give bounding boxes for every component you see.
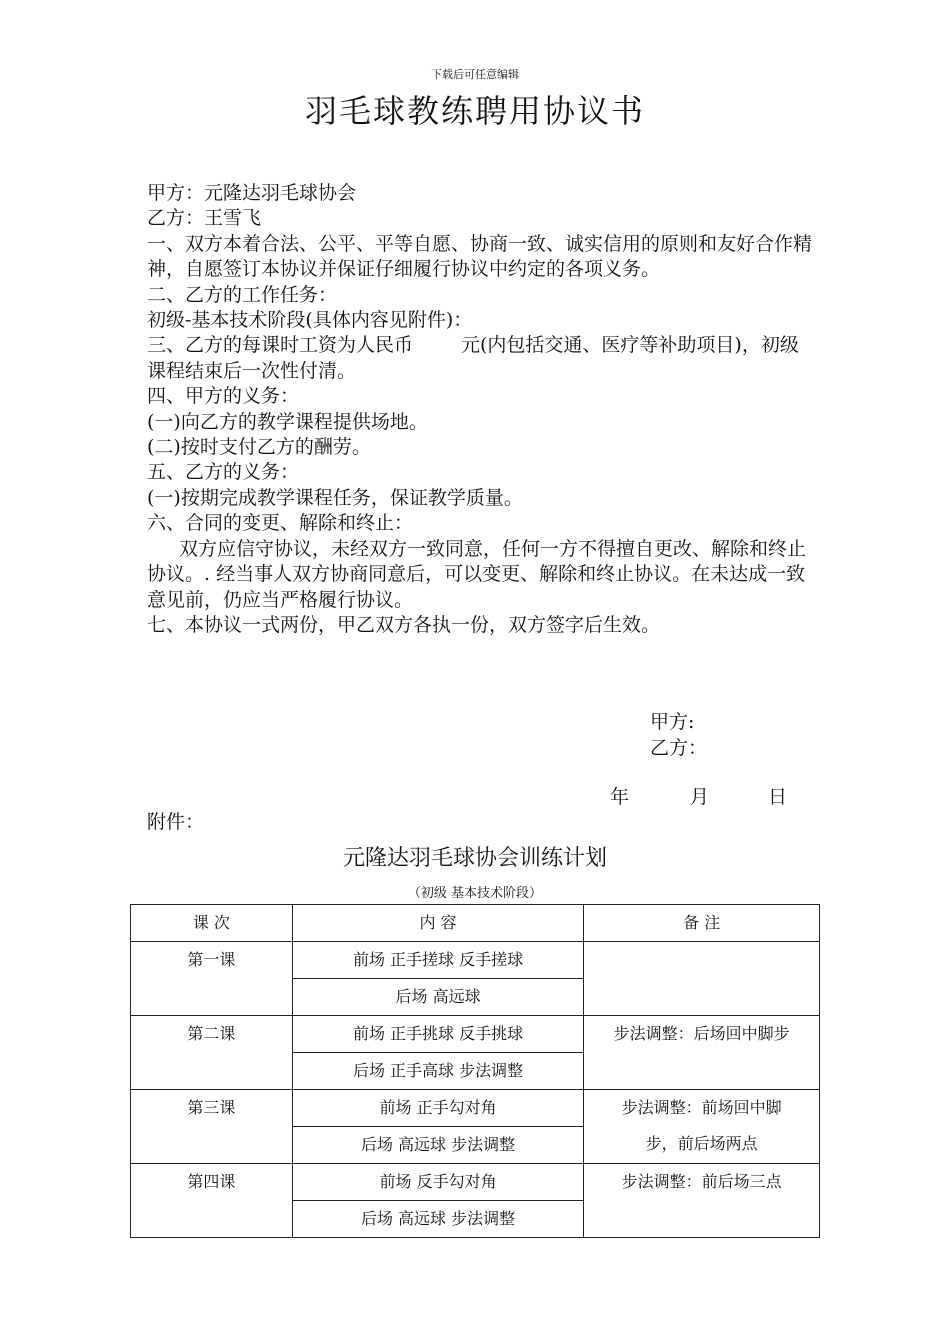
- party-a-line: 甲方：元隆达羽毛球协会: [147, 182, 357, 204]
- agreement-body: [147, 181, 817, 638]
- signature-party-a: 甲方:: [650, 711, 695, 733]
- header-note: 备 注: [584, 905, 820, 942]
- plan-subtitle: （初级 基本技术阶段）: [407, 886, 543, 901]
- clause-4-item-2: (二)按时支付乙方的酬劳。: [147, 436, 371, 459]
- header-lesson: 课 次: [131, 905, 293, 942]
- lesson-note: 步法调整：前后场三点: [584, 1164, 820, 1238]
- lesson-content: 后场 高远球: [292, 979, 584, 1016]
- table-header-row: [131, 905, 820, 942]
- clause-7: 七、本协议一式两份，甲乙双方各执一份，双方签字后生效。: [147, 613, 661, 636]
- lesson-note: [584, 942, 820, 1016]
- party-b-line: 乙方：王雪飞: [147, 207, 262, 230]
- clause-1: 一、双方本着合法、公平、平等自愿、协商一致、诚实信用的原则和友好合作精神，自愿签订本协议并保证仔细履行协议中约定的各项义务。: [147, 232, 813, 281]
- clause-3-part1: 三、乙方的每课时工资为人民币: [147, 334, 414, 357]
- lesson-content: 前场 正手勾对角: [292, 1090, 584, 1127]
- plan-title: 元隆达羽毛球协会训练计划: [342, 846, 607, 871]
- header-content: 内 容: [292, 905, 584, 942]
- lesson-note: [584, 1090, 820, 1164]
- lesson-note-line: 步，前后场两点: [645, 1134, 758, 1153]
- clause-3: [147, 333, 817, 384]
- lesson-name: 第三课: [131, 1090, 293, 1164]
- clause-2-item: 初级-基本技术阶段(具体内容见附件)：: [147, 309, 473, 332]
- table-row: [131, 1016, 820, 1053]
- signature-party-b: 乙方：: [650, 737, 708, 759]
- date-month: 月: [690, 786, 710, 808]
- lesson-name: 第一课: [131, 942, 293, 1016]
- clause-4-title: 四、甲方的义务：: [147, 385, 300, 408]
- date-day: 日: [768, 786, 788, 808]
- clause-6-body: 双方应信守协议，未经双方一致同意，任何一方不得擅自更改、解除和终止协议。. 经当事人双方协商同意后，可以变更、解除和终止协议。在未达成一致意见前，仍应当严格履行协议。: [147, 537, 807, 611]
- header-note: 下载后可任意编辑: [431, 68, 519, 81]
- document-title: 羽毛球教练聘用协议书: [304, 92, 645, 130]
- clause-5-title: 五、乙方的义务：: [147, 461, 300, 484]
- date-year: 年: [610, 786, 630, 808]
- attachment-label: 附件：: [147, 811, 205, 833]
- lesson-content: 前场 反手勾对角: [292, 1164, 584, 1201]
- lesson-content: 前场 正手搓球 反手搓球: [292, 942, 584, 979]
- clause-5-item-1: (一)按期完成教学课程任务，保证教学质量。: [147, 486, 523, 509]
- date-line: [610, 782, 787, 809]
- lesson-content: 后场 正手高球 步法调整: [292, 1053, 584, 1090]
- clause-2-title: 二、乙方的工作任务：: [147, 283, 338, 306]
- lesson-note: 步法调整：后场回中脚步: [584, 1016, 820, 1090]
- lesson-content: 前场 正手挑球 反手挑球: [292, 1016, 584, 1053]
- clause-6-title: 六、合同的变更、解除和终止：: [147, 512, 414, 535]
- table-row: [131, 1164, 820, 1201]
- lesson-content: 后场 高远球 步法调整: [292, 1127, 584, 1164]
- table-row: [131, 942, 820, 979]
- lesson-name: 第二课: [131, 1016, 293, 1090]
- training-plan-table: [130, 904, 820, 1238]
- lesson-content: 后场 高远球 步法调整: [292, 1201, 584, 1238]
- table-row: [131, 1090, 820, 1127]
- lesson-note-line: 步法调整：前场回中脚: [621, 1098, 782, 1117]
- lesson-name: 第四课: [131, 1164, 293, 1238]
- clause-4-item-1: (一)向乙方的教学课程提供场地。: [147, 410, 428, 433]
- clause-3-part2: 元(内包括交通、医疗等补助项目)，初级课程结束后一次性付清。: [147, 334, 799, 382]
